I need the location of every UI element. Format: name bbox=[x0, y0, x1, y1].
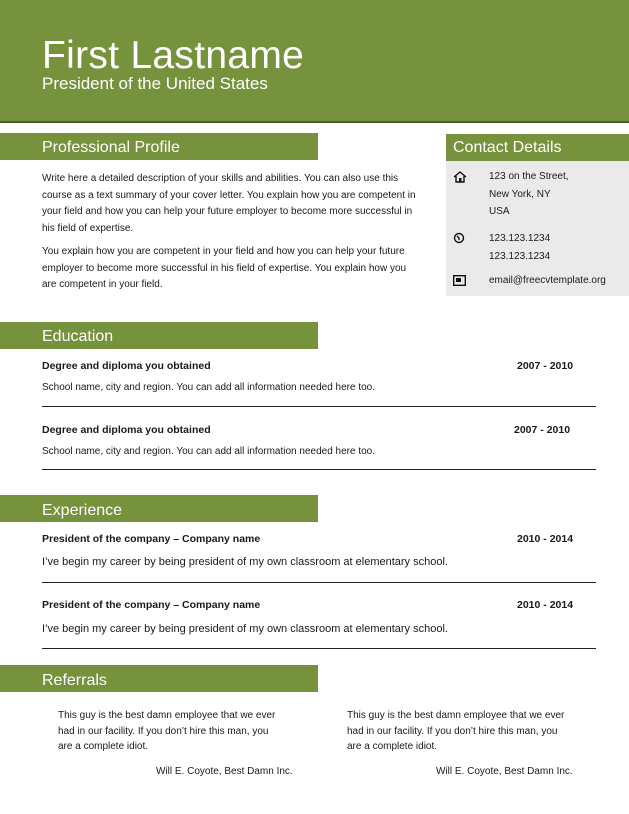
contact-phones bbox=[489, 230, 550, 265]
quote-line: are a complete idiot. bbox=[347, 741, 438, 752]
quote-line: are a complete idiot. bbox=[58, 741, 149, 752]
quote-line: This guy is the best damn employee that we ever bbox=[347, 710, 565, 721]
experience-description: I’ve begin my career by being president of my own classroom at elementary school. bbox=[42, 623, 448, 635]
phone-line: 123.123.1234 bbox=[489, 250, 551, 262]
education-description: School name, city and region. You can add all information needed here too. bbox=[42, 382, 376, 393]
profile-line: his field of expertise. bbox=[42, 222, 134, 234]
profile-line: Write here a detailed description of your skills and abilities. You can also use this bbox=[42, 173, 399, 184]
education-degree: Degree and diploma you obtained bbox=[42, 424, 211, 436]
header-banner bbox=[0, 0, 629, 123]
address-line: 123 on the Street, bbox=[489, 171, 569, 182]
divider bbox=[42, 648, 596, 649]
referral-quote bbox=[58, 708, 298, 755]
profile-paragraph-1 bbox=[42, 171, 442, 237]
profile-paragraph-2 bbox=[42, 244, 442, 294]
experience-description: I’ve begin my career by being president of my own classroom at elementary school. bbox=[42, 556, 448, 568]
education-degree: Degree and diploma you obtained bbox=[42, 360, 211, 372]
referrals-section-title: Referrals bbox=[42, 672, 107, 689]
contact-address bbox=[489, 168, 569, 221]
experience-dates: 2010 - 2014 bbox=[517, 533, 574, 545]
divider bbox=[42, 406, 596, 407]
phone-line: 123.123.1234 bbox=[489, 233, 551, 244]
candidate-name: First Lastname bbox=[42, 34, 305, 77]
profile-line: course as a text summary of your cover letter. You explain how you are competent in bbox=[42, 189, 416, 201]
divider bbox=[42, 469, 596, 470]
education-description: School name, city and region. You can add all information needed here too. bbox=[42, 446, 376, 457]
profile-line: are competent in your field. bbox=[42, 279, 163, 290]
email-icon bbox=[453, 275, 467, 287]
contact-email[interactable]: email@freecvtemplate.org bbox=[489, 275, 606, 286]
contact-section-title: Contact Details bbox=[453, 139, 562, 156]
education-dates: 2007 - 2010 bbox=[517, 360, 574, 372]
home-icon bbox=[453, 171, 467, 183]
referral-author: Will E. Coyote, Best Damn Inc. bbox=[156, 766, 293, 777]
experience-dates: 2010 - 2014 bbox=[517, 599, 574, 611]
profile-line: You explain how you are competent in your field and how you can help your future bbox=[42, 246, 405, 257]
experience-role: President of the company – Company name bbox=[42, 599, 261, 611]
candidate-title: President of the United States bbox=[42, 74, 268, 93]
address-line: New York, NY bbox=[489, 188, 551, 200]
experience-role: President of the company – Company name bbox=[42, 533, 261, 545]
quote-line: This guy is the best damn employee that we ever bbox=[58, 710, 276, 721]
education-dates: 2007 - 2010 bbox=[514, 424, 571, 436]
experience-section-title: Experience bbox=[42, 502, 123, 519]
address-line: USA bbox=[489, 206, 510, 217]
phone-icon bbox=[453, 232, 467, 244]
profile-section-title: Professional Profile bbox=[42, 139, 180, 156]
quote-line: had in our facility. If you don’t hire this man, you bbox=[58, 725, 269, 737]
divider bbox=[42, 582, 596, 583]
education-section-title: Education bbox=[42, 328, 114, 345]
referral-quote bbox=[347, 708, 587, 755]
quote-line: had in our facility. If you don’t hire this man, you bbox=[347, 725, 558, 737]
profile-line: your field and how you can help your future employer to become more successful in bbox=[42, 206, 413, 217]
referral-author: Will E. Coyote, Best Damn Inc. bbox=[436, 766, 573, 777]
profile-line: employer to become more successful in his field of expertise. You explain how you bbox=[42, 262, 407, 274]
